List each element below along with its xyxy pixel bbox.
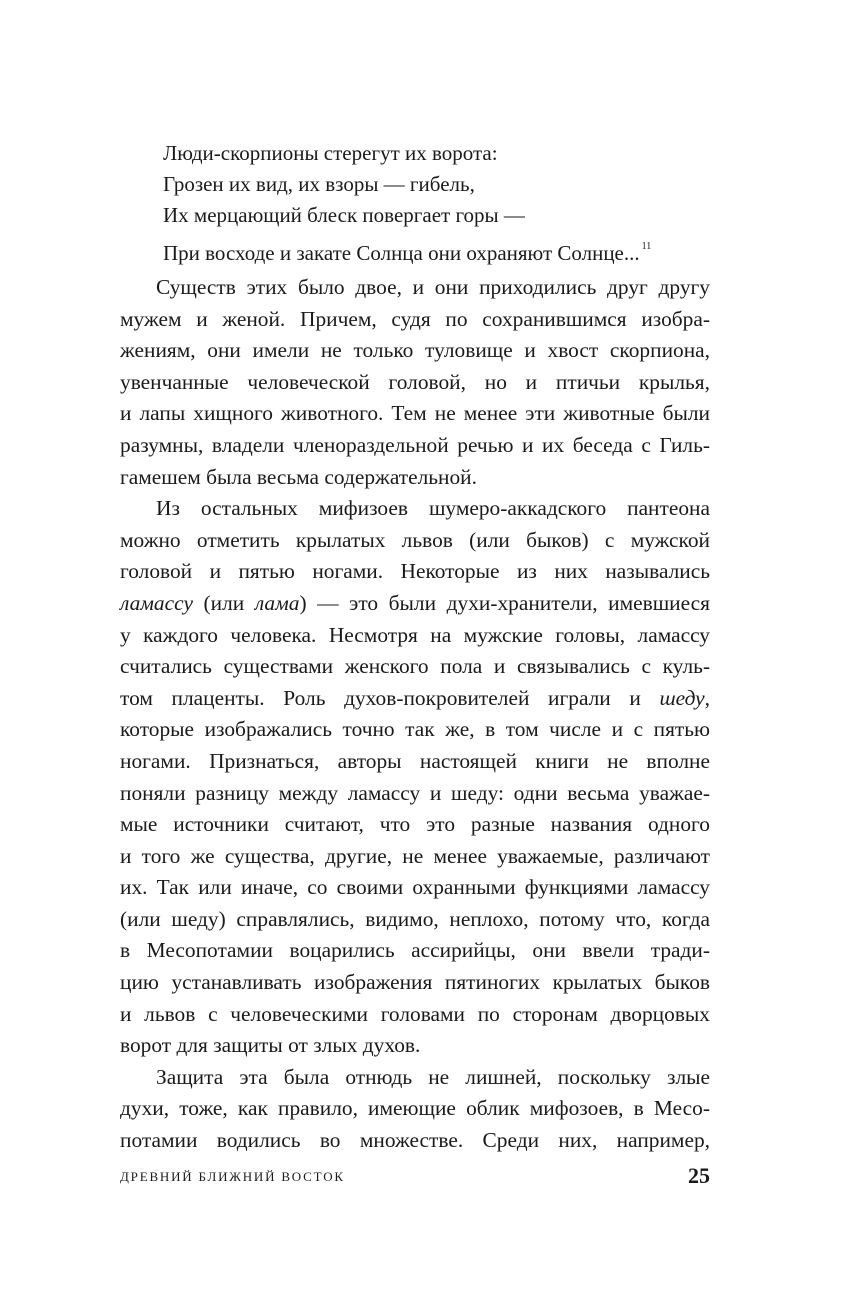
text-line: цию устанавливать изображения пятиногих крылатых быков: [120, 970, 710, 995]
text-line: Из остальных мифизоев шумеро-аккадского пантеона: [156, 496, 710, 521]
text-line: поняли разницу между ламассу и шеду: одни весьма уважае-: [120, 780, 710, 805]
text-line: которые изображались точно так же, в том числе и с пятью: [120, 717, 710, 742]
italic-term-lamassu: ламассу: [120, 590, 193, 615]
text-line: головой и пятью ногами. Некоторые из них назывались: [120, 559, 710, 584]
poem-line: Грозен их вид, их взоры — гибель,: [163, 172, 475, 196]
running-head: ДРЕВНИЙ БЛИЖНИЙ ВОСТОК: [120, 1169, 345, 1184]
text-line: мужем и женой. Причем, судя по сохранившимся изобра-: [120, 306, 710, 331]
italic-term-lama: лама: [254, 590, 300, 615]
text-line: и львов с человеческими головами по сторонам дворцовых: [120, 1001, 710, 1026]
poem-line: Люди-скорпионы стерегут их ворота:: [163, 141, 498, 165]
text-line: Существ этих было двое, и они приходились друг другу: [156, 275, 710, 299]
text-line: в Месопотамии воцарились ассирийцы, они ввели тради-: [120, 938, 710, 963]
text-line: можно отметить крылатых львов (или быков) с мужской: [120, 527, 710, 552]
poem-line: [163, 231, 723, 269]
text-line: [120, 588, 710, 620]
epigraph-poem: [163, 138, 723, 269]
text-line: их. Так или иначе, со своими охранными функциями ламассу: [120, 875, 710, 900]
text-fragment: том плаценты. Роль духов-покровителей играли и: [120, 685, 660, 710]
text-line: ногами. Признаться, авторы настоящей книги не вполне: [120, 748, 710, 773]
text-line: (или шеду) справлялись, видимо, неплохо, потому что, когда: [120, 906, 710, 931]
page-number: 25: [688, 1163, 710, 1188]
main-text: [120, 272, 710, 1157]
poem-line: Их мерцающий блеск повергает горы —: [163, 203, 525, 227]
text-line: потамии водились во множестве. Среди них, например,: [120, 1128, 710, 1153]
text-line: Защита эта была отнюдь не лишней, поскольку злые: [156, 1064, 710, 1089]
text-fragment: ) — это были духи-хранители, имевшиеся: [299, 590, 710, 615]
text-line: гамешем была весьма содержательной.: [120, 464, 477, 489]
text-line: считались существами женского пола и связывались с куль-: [120, 654, 710, 679]
text-line: у каждого человека. Несмотря на мужские головы, ламассу: [120, 622, 710, 647]
poem-line-text: При восходе и закате Солнца они охраняют Солнце...: [163, 241, 640, 265]
text-line: духи, тоже, как правило, имеющие облик мифозоев, в Месо-: [120, 1096, 710, 1121]
text-line: [120, 683, 710, 715]
text-line: жениям, они имели не только туловище и хвост скорпиона,: [120, 338, 710, 363]
text-line: и того же существа, другие, не менее уважаемые, различают: [120, 843, 710, 868]
text-line: мые источники считают, что это разные названия одного: [120, 812, 710, 837]
text-line: разумны, владели членораздельной речью и их беседа с Гиль-: [120, 432, 710, 457]
italic-term-shedu: шеду: [659, 685, 705, 710]
text-fragment: (или: [192, 590, 255, 615]
text-fragment: ,: [704, 685, 710, 710]
footnote-reference: 11: [641, 241, 652, 252]
text-line: увенчанные человеческой головой, но и птичьи крылья,: [120, 369, 710, 394]
text-line: ворот для защиты от злых духов.: [120, 1033, 421, 1058]
text-line: и лапы хищного животного. Тем не менее эти животные были: [120, 401, 710, 426]
page-footer: [120, 1163, 710, 1193]
